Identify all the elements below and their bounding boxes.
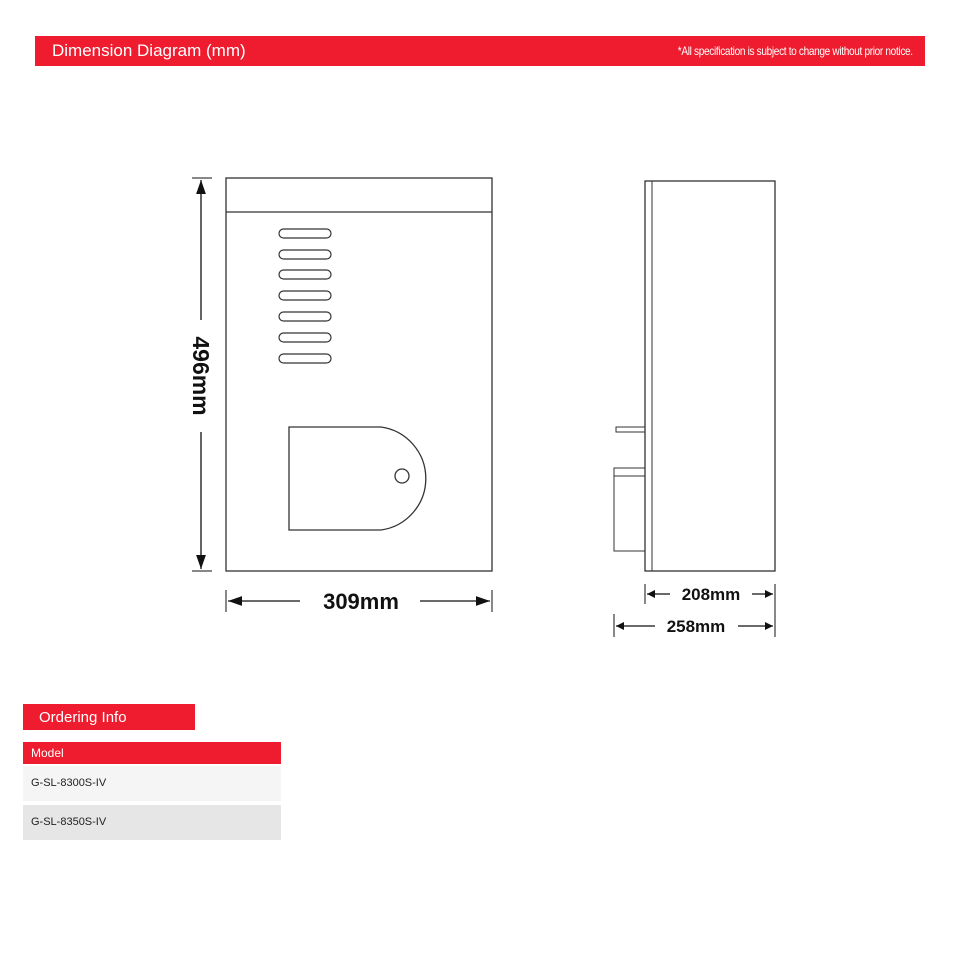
side-overall-dimension — [614, 614, 773, 637]
door-lock-icon — [395, 469, 409, 483]
front-height-dimension — [188, 178, 214, 571]
front-width-label: 309mm — [323, 589, 399, 614]
wall-bracket-lower — [614, 468, 645, 551]
model-table — [23, 742, 281, 840]
vent-slot — [279, 333, 331, 342]
vent-slot — [279, 291, 331, 300]
side-overall-label: 258mm — [666, 617, 726, 636]
spec-notice: *All specification is subject to change without prior notice. — [677, 44, 913, 58]
front-enclosure-outline — [226, 178, 492, 571]
front-height-label: 496mm — [188, 336, 214, 416]
ordering-info-header — [23, 704, 195, 730]
ordering-info-title: Ordering Info — [39, 709, 127, 726]
wall-bracket-upper — [616, 427, 645, 432]
vent-slot — [279, 250, 331, 259]
front-view — [226, 178, 492, 571]
table-row: G-SL-8300S-IV — [23, 766, 281, 801]
front-width-dimension — [226, 589, 492, 614]
side-depth-label: 208mm — [681, 585, 741, 604]
vent-slot — [279, 270, 331, 279]
vent-slots — [279, 229, 331, 363]
vent-slot — [279, 354, 331, 363]
table-row: G-SL-8350S-IV — [23, 805, 281, 840]
vent-slot — [279, 229, 331, 238]
dimension-header-title: Dimension Diagram (mm) — [52, 41, 246, 60]
vent-slot — [279, 312, 331, 321]
access-door-outline — [289, 427, 426, 530]
model-column-header: Model — [23, 742, 281, 764]
side-enclosure-outline — [645, 181, 775, 571]
side-view — [614, 181, 775, 571]
